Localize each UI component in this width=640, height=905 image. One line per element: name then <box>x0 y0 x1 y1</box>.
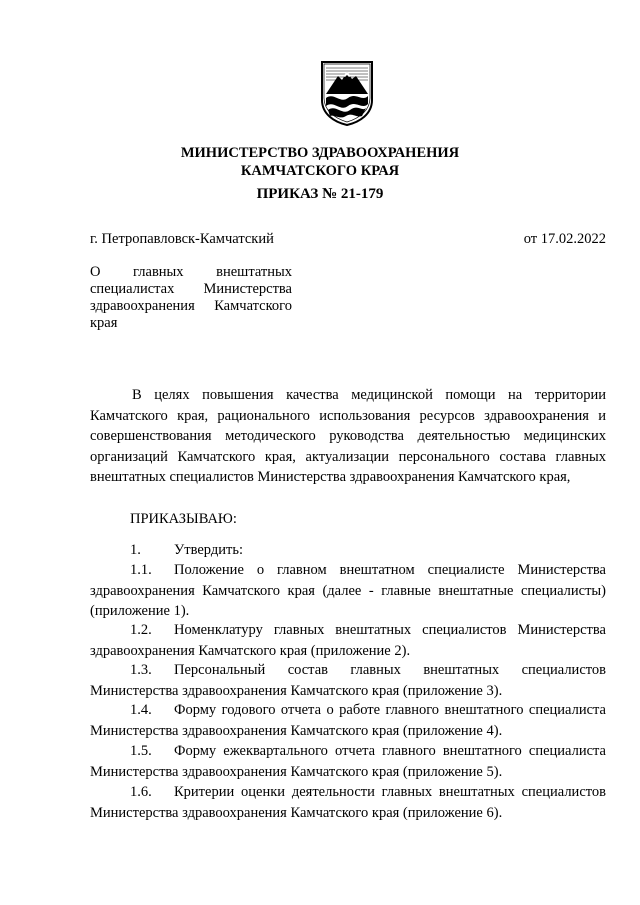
item-number: 1. <box>130 542 141 558</box>
item-number: 1.3. <box>130 662 152 678</box>
place-of-issue: г. Петропавловск-Камчатский <box>90 231 274 247</box>
ministry-name-line2: КАМЧАТСКОГО КРАЯ <box>240 163 400 179</box>
list-item <box>90 782 606 823</box>
list-item <box>90 560 606 622</box>
list-item <box>90 741 606 782</box>
order-date: от 17.02.2022 <box>523 231 606 247</box>
item-text: Утвердить: <box>174 542 243 558</box>
item-number: 1.1. <box>130 562 152 578</box>
order-title: ПРИКАЗ № 21-179 <box>256 186 384 202</box>
item-number: 1.4. <box>130 702 152 718</box>
ministry-name-line1: МИНИСТЕРСТВО ЗДРАВООХРАНЕНИЯ <box>180 145 460 161</box>
item-number: 1.5. <box>130 743 152 759</box>
item-text: Положение о главном внештатном специалисте Министерства здравоохранения Камчатского края (далее - главные внештатные специалисты) (приложение 1). <box>90 562 606 620</box>
item-text: Персональный состав главных внештатных специалистов Министерства здравоохранения Камчатского края (приложение 3). <box>90 662 606 699</box>
kamchatka-coat-of-arms-icon <box>318 60 376 126</box>
item-text: Критерии оценки деятельности главных внештатных специалистов Министерства здравоохранения Камчатского края (приложение 6). <box>90 784 606 821</box>
order-word: ПРИКАЗЫВАЮ: <box>130 511 237 527</box>
list-item <box>90 660 606 701</box>
list-item <box>90 620 606 661</box>
item-text: Номенклатуру главных внештатных специалистов Министерства здравоохранения Камчатского края (приложение 2). <box>90 622 606 659</box>
item-number: 1.2. <box>130 622 152 638</box>
list-item <box>90 540 606 561</box>
preamble-paragraph: В целях повышения качества медицинской помощи на территории Камчатского края, рационального использования ресурсов здравоохранения и совершенствования методического руководства деятельностью медицинских организаций Камчатского края, актуализации персонального состава главных внештатных специалистов Министерства здравоохранения Камчатского края, <box>90 387 606 486</box>
order-subject: О главных внештатных специалистах Министерства здравоохранения Камчатского края <box>90 264 292 331</box>
item-text: Форму годового отчета о работе главного внештатного специалиста Министерства здравоохранения Камчатского края (приложение 4). <box>90 702 606 739</box>
item-number: 1.6. <box>130 784 152 800</box>
item-text: Форму ежеквартального отчета главного внештатного специалиста Министерства здравоохранения Камчатского края (приложение 5). <box>90 743 606 780</box>
list-item <box>90 700 606 741</box>
